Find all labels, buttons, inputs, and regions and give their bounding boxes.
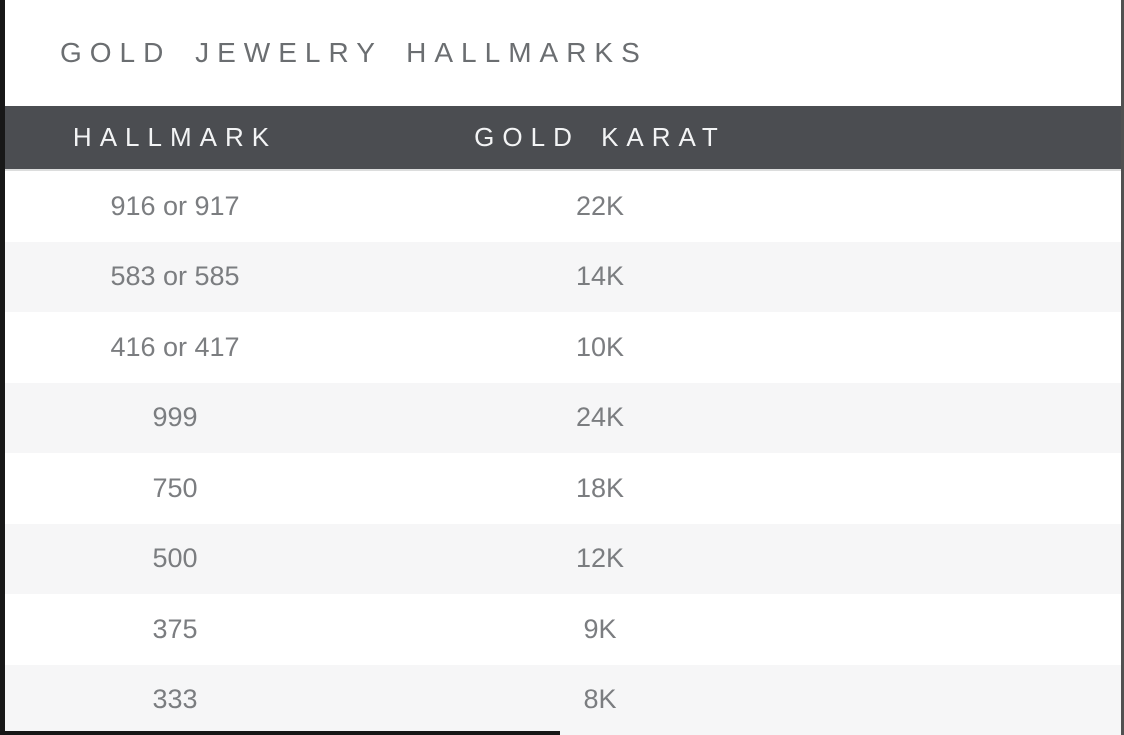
hallmark-cell: 416 or 417 (110, 331, 240, 362)
table-row (0, 383, 1124, 454)
table-row (0, 594, 1124, 665)
karat-cell: 8K (583, 684, 617, 715)
hallmark-cell: 333 (152, 684, 198, 715)
karat-cell: 24K (575, 402, 625, 433)
column-header-hallmark: HALLMARK (72, 122, 278, 152)
karat-cell: 14K (575, 261, 625, 292)
karat-cell: 18K (575, 472, 625, 503)
hallmark-cell: 750 (152, 472, 198, 503)
column-header-karat: GOLD KARAT (474, 122, 726, 152)
table-row (0, 524, 1124, 595)
table-row (0, 312, 1124, 383)
page-title: GOLD JEWELRY HALLMARKS (60, 37, 648, 68)
table-row (0, 171, 1124, 242)
hallmark-cell: 583 or 585 (110, 261, 240, 292)
table-row (0, 242, 1124, 313)
title-bar (0, 0, 1124, 106)
table-row (0, 665, 1124, 735)
table-body (0, 171, 1124, 735)
hallmark-cell: 375 (152, 613, 198, 644)
table-header (0, 106, 1124, 171)
karat-cell: 22K (575, 190, 625, 221)
table-row (0, 453, 1124, 524)
karat-cell: 12K (575, 543, 625, 574)
karat-cell: 10K (575, 331, 625, 362)
hallmark-cell: 916 or 917 (110, 190, 240, 221)
left-frame-border (0, 0, 5, 735)
hallmark-cell: 999 (152, 402, 198, 433)
bottom-frame-border (0, 731, 560, 735)
hallmark-cell: 500 (152, 543, 198, 574)
karat-cell: 9K (583, 613, 617, 644)
